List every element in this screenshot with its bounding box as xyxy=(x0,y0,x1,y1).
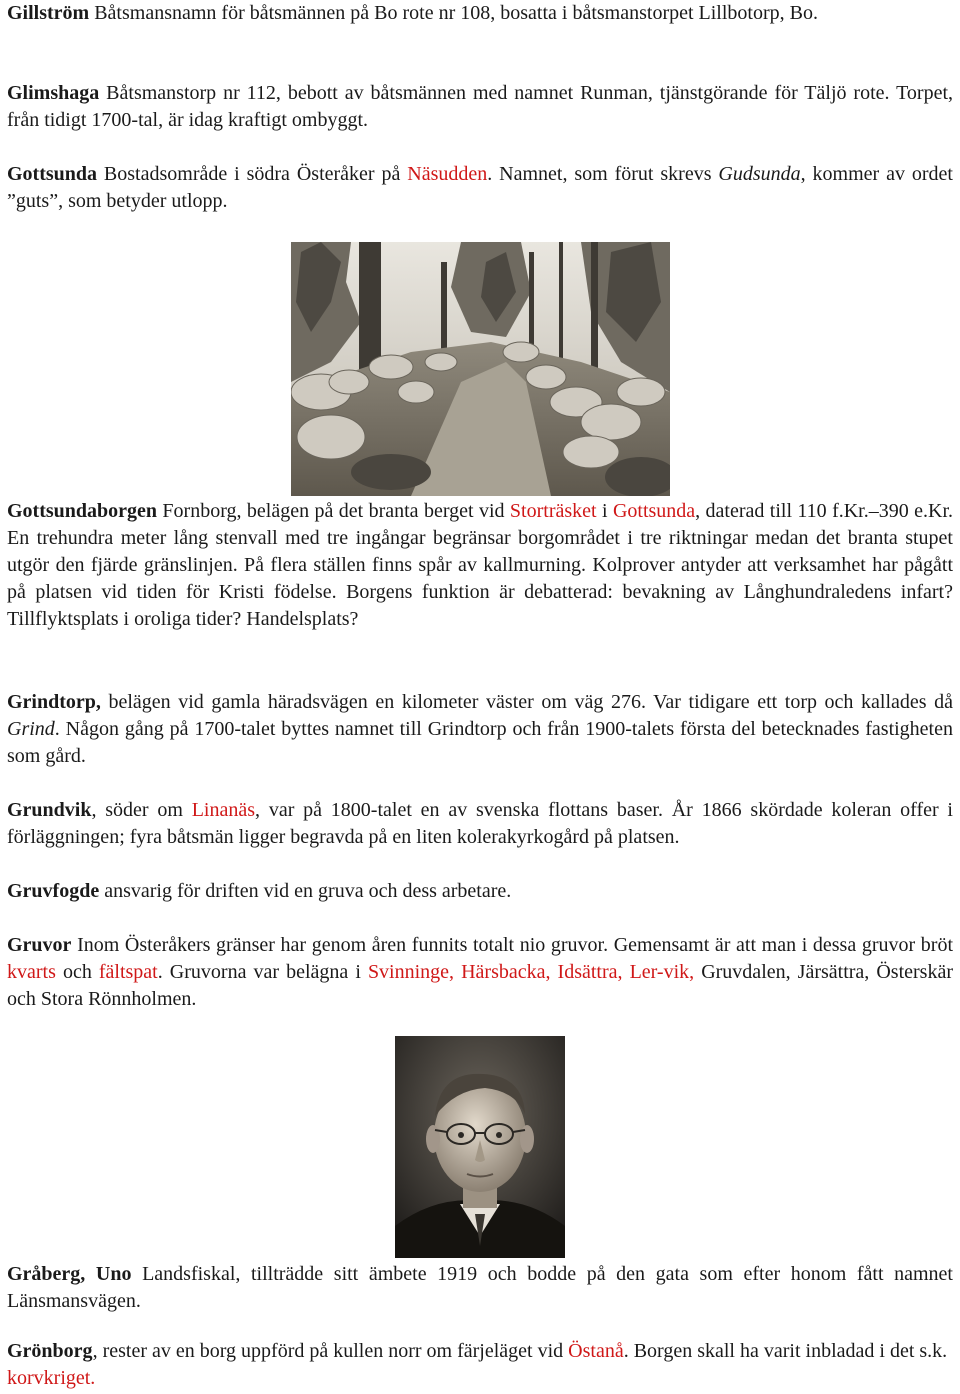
entry-text: ansvarig för driften vid en gruva och dess arbetare. xyxy=(99,880,512,902)
entry-text: , kommer av ordet ”guts”, som betyder utlopp. xyxy=(7,163,953,212)
entry-term: Gruvor xyxy=(7,934,72,956)
entry-term: Gottsundaborgen xyxy=(7,500,158,522)
forest-path-image xyxy=(291,242,670,496)
portrait-image xyxy=(395,1036,565,1258)
entry-term: Grundvik xyxy=(7,799,92,821)
entry-text: , daterad till 110 f.Kr.–390 e.Kr. En trehundra meter lång stenvall med tre ingångar begränsar borgområdet i tre riktningar medan det branta stupet utgör den fjärde gränslinjen. På flera ställen finns spår av kallmurning. Kolprover antyder att verksamhet har pågått på platsen vid tiden för Kristi födelse. Borgens funktion är debatterad: bevakning av Långhundraledens infart? Tillflyktsplats i oroliga tider? Handelsplats? xyxy=(7,500,954,630)
entry-text: , var på 1800-talet en av svenska flottans baser. År 1866 skördade koleran offer i förläggningen; fyra båtsmän ligger begravda på en liten kolerakyrkogård på platsen. xyxy=(7,799,953,848)
photo-portrait-uno-graberg xyxy=(395,1036,565,1258)
entry-text: Inom Österåkers gränser har genom åren funnits totalt nio gruvor. Gemensamt är att man i dessa gruvor bröt xyxy=(71,934,953,956)
entry-text: , söder om xyxy=(91,799,192,821)
entry-term: Gruvfogde xyxy=(7,880,100,902)
entry-text: . Gruvorna var belägna i xyxy=(157,961,368,983)
entry-grindtorp xyxy=(7,689,953,770)
entry-term: Gillström xyxy=(7,2,90,24)
entry-term: Glimshaga xyxy=(7,82,100,104)
entry-glimshaga xyxy=(7,80,953,134)
entry-text: . Borgen skall ha varit inbladad i det s.k. xyxy=(623,1340,948,1362)
link-storträsket[interactable]: Storträsket xyxy=(509,500,597,522)
entry-term: Gråberg, Uno xyxy=(7,1263,132,1285)
entry-gruvor xyxy=(7,932,953,1013)
entry-gronborg xyxy=(7,1338,953,1392)
entry-term: Gottsunda xyxy=(7,163,98,185)
entry-text: i xyxy=(596,500,613,522)
link-korvkriget[interactable]: korvkriget. xyxy=(7,1367,96,1389)
link-faltspat[interactable]: fältspat xyxy=(98,961,158,983)
photo-forest-path xyxy=(291,242,670,496)
entry-text: Fornborg, belägen på det branta berget vid xyxy=(157,500,510,522)
entry-italic: Grind xyxy=(7,718,55,740)
entry-text: Båtsmansnamn för båtsmännen på Bo rote nr 108, bosatta i båtsmanstorpet Lillbotorp, Bo. xyxy=(89,2,818,24)
entry-text: och xyxy=(55,961,99,983)
link-linanas[interactable]: Linanäs xyxy=(191,799,256,821)
entry-text: Bostadsområde i södra Österåker på xyxy=(97,163,408,185)
entry-italic: Gudsunda xyxy=(718,163,801,185)
entry-text: , rester av en borg uppförd på kullen norr om färjeläget vid xyxy=(92,1340,569,1362)
entry-gruvfogde xyxy=(7,878,953,905)
link-places[interactable]: Svinninge, Härsbacka, Idsättra, Ler-vik, xyxy=(367,961,695,983)
entry-text: . Någon gång på 1700-talet byttes namnet till Grindtorp och från 1900-talets första del betecknades fastigheten som gård. xyxy=(7,718,953,767)
entry-grundvik xyxy=(7,797,953,851)
link-ostana[interactable]: Östanå xyxy=(568,1340,624,1362)
entry-graberg xyxy=(7,1261,953,1315)
entry-text: Båtsmanstorp nr 112, bebott av båtsmännen med namnet Runman, tjänstgörande för Täljö rote. Torpet, från tidigt 1700-tal, är idag kraftigt ombyggt. xyxy=(7,82,953,131)
entry-term: Grindtorp, xyxy=(7,691,101,713)
entry-gottsundaborgen xyxy=(7,498,953,633)
link-nasudden[interactable]: Näsudden xyxy=(407,163,488,185)
entry-gillstrom xyxy=(7,0,953,27)
link-gottsunda[interactable]: Gottsunda xyxy=(612,500,696,522)
entry-term: Grönborg xyxy=(7,1340,93,1362)
entry-text: Gruvdalen, Järsättra, Österskär och Stora Rönnholmen. xyxy=(7,961,953,1010)
entry-text: Landsfiskal, tillträdde sitt ämbete 1919 och bodde på den gata som efter honom fått namnet Länsmansvägen. xyxy=(7,1263,953,1312)
entry-gottsunda xyxy=(7,161,953,215)
entry-text: . Namnet, som förut skrevs xyxy=(487,163,719,185)
link-kvarts[interactable]: kvarts xyxy=(7,961,56,983)
entry-text: belägen vid gamla häradsvägen en kilometer väster om väg 276. Var tidigare ett torp och kallades då xyxy=(100,691,953,713)
